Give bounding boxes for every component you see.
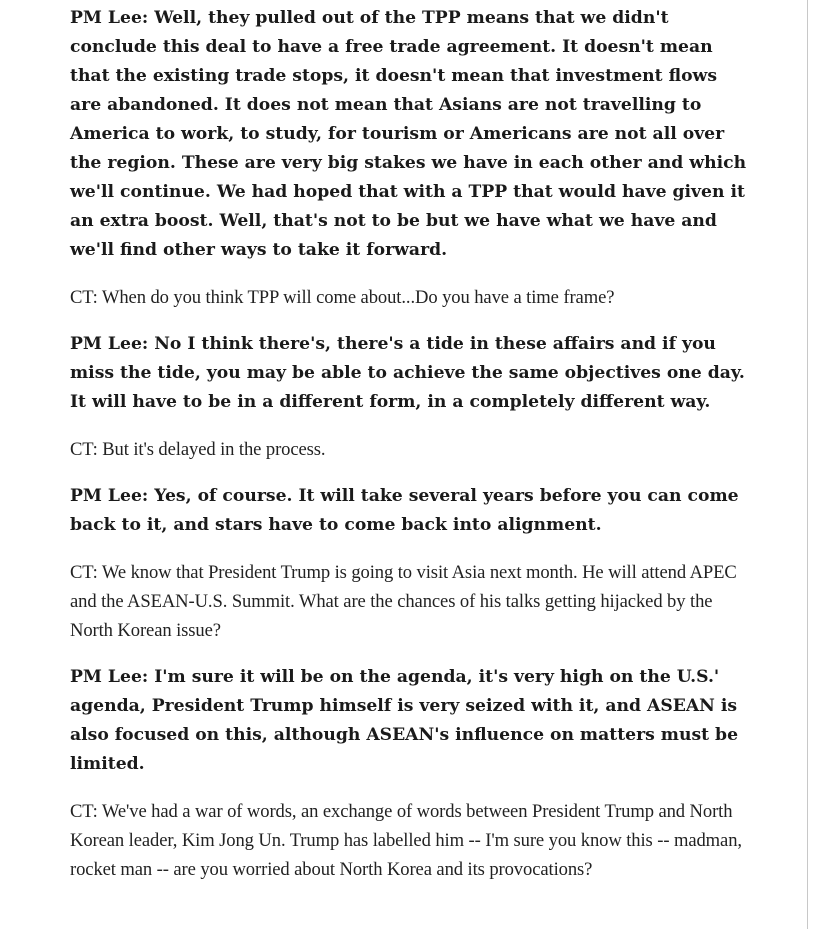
answer-paragraph-2: PM Lee: No I think there's, there's a tide in these affairs and if you miss the tide, you may be able to achieve the same objectives one day. It will have to be in a different form, in a completely different way. xyxy=(70,334,745,412)
answer-paragraph-1: PM Lee: Well, they pulled out of the TPP means that we didn't conclude this deal to have a free trade agreement. It doesn't mean that the existing trade stops, it doesn't mean that investment flows are abandoned. It does not mean that Asians are not travelling to America to work, to study, for tourism or Americans are not all over the region. These are very big stakes we have in each other and which we'll continue. We had hoped that with a TPP that would have given it an extra boost. Well, that's not to be but we have what we have and we'll find other ways to take it forward. xyxy=(70,8,747,260)
interview-transcript xyxy=(70,4,750,884)
answer-paragraph-3: PM Lee: Yes, of course. It will take several years before you can come back to it, and stars have to come back into alignment. xyxy=(70,486,739,535)
answer-paragraph-4: PM Lee: I'm sure it will be on the agenda, it's very high on the U.S.' agenda, President Trump himself is very seized with it, and ASEAN is also focused on this, although ASEAN's influence on matters must be limited. xyxy=(70,667,739,774)
question-paragraph-2: CT: But it's delayed in the process. xyxy=(70,439,326,460)
question-paragraph-3: CT: We know that President Trump is going to visit Asia next month. He will attend APEC and the ASEAN-U.S. Summit. What are the chances of his talks getting hijacked by the North Korean issue? xyxy=(70,562,737,641)
question-paragraph-4: CT: We've had a war of words, an exchange of words between President Trump and North Korean leader, Kim Jong Un. Trump has labelled him -- I'm sure you know this -- madman, rocket man -- are you worried about North Korea and its provocations? xyxy=(70,801,742,880)
question-paragraph-1: CT: When do you think TPP will come about...Do you have a time frame? xyxy=(70,287,615,308)
